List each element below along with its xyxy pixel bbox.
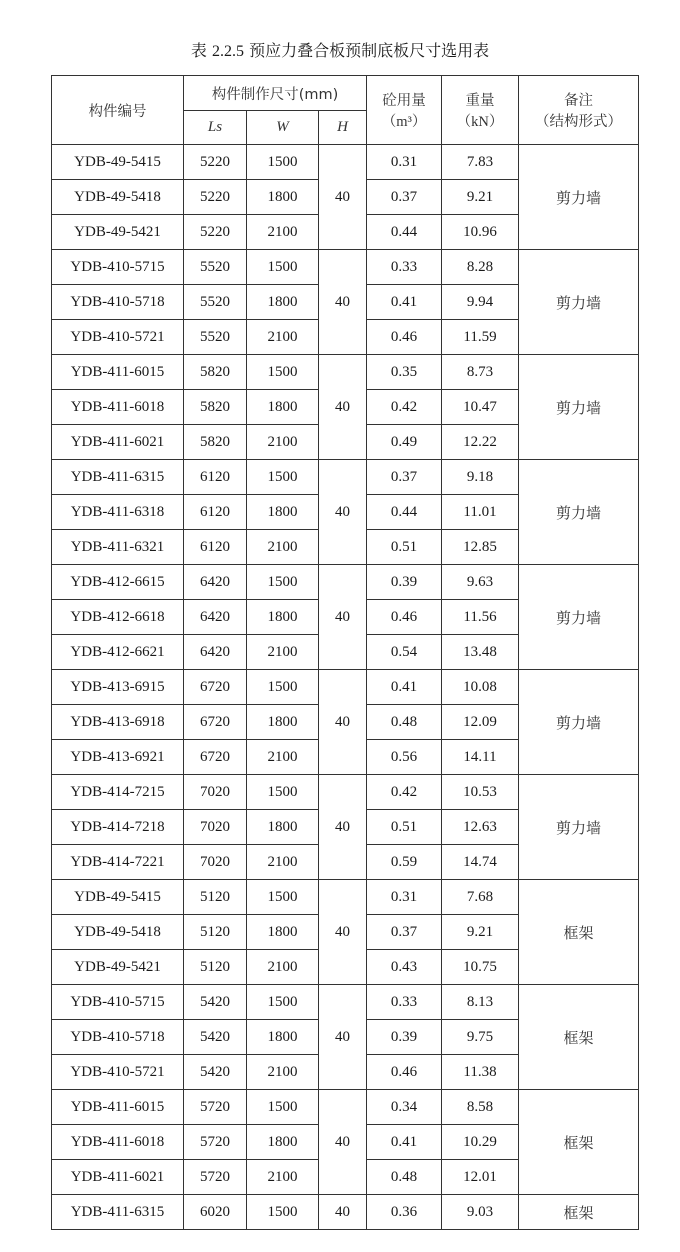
cell-h: 40 (319, 460, 367, 565)
cell-concrete: 0.31 (367, 145, 442, 180)
table-title (0, 38, 680, 61)
cell-w: 2100 (247, 1055, 319, 1090)
cell-w: 1500 (247, 355, 319, 390)
cell-h: 40 (319, 1090, 367, 1195)
cell-code: YDB-414-7221 (52, 845, 184, 880)
cell-weight: 9.75 (442, 1020, 519, 1055)
cell-weight: 14.11 (442, 740, 519, 775)
cell-concrete: 0.49 (367, 425, 442, 460)
cell-w: 1800 (247, 915, 319, 950)
cell-concrete: 0.46 (367, 600, 442, 635)
cell-ls: 5820 (184, 390, 247, 425)
title-label: 表 (190, 41, 207, 60)
header-code: 构件编号 (52, 76, 184, 145)
cell-ls: 5120 (184, 915, 247, 950)
cell-code: YDB-49-5421 (52, 215, 184, 250)
cell-ls: 6420 (184, 565, 247, 600)
cell-w: 1500 (247, 460, 319, 495)
cell-code: YDB-49-5415 (52, 880, 184, 915)
cell-w: 1500 (247, 985, 319, 1020)
cell-note: 剪力墙 (519, 145, 639, 250)
cell-note: 剪力墙 (519, 775, 639, 880)
cell-concrete: 0.48 (367, 705, 442, 740)
header-h: H (319, 111, 367, 145)
cell-w: 2100 (247, 425, 319, 460)
cell-h: 40 (319, 355, 367, 460)
cell-ls: 5820 (184, 425, 247, 460)
cell-note: 框架 (519, 1195, 639, 1230)
cell-ls: 5420 (184, 1020, 247, 1055)
cell-code: YDB-411-6015 (52, 1090, 184, 1125)
cell-w: 1500 (247, 880, 319, 915)
cell-w: 1800 (247, 180, 319, 215)
header-dims-group: 构件制作尺寸(mm) (184, 76, 367, 111)
cell-code: YDB-411-6315 (52, 1195, 184, 1230)
cell-concrete: 0.36 (367, 1195, 442, 1230)
cell-code: YDB-411-6315 (52, 460, 184, 495)
cell-code: YDB-49-5415 (52, 145, 184, 180)
cell-weight: 13.48 (442, 635, 519, 670)
cell-w: 1800 (247, 285, 319, 320)
cell-weight: 9.03 (442, 1195, 519, 1230)
cell-ls: 6120 (184, 530, 247, 565)
cell-w: 2100 (247, 845, 319, 880)
cell-code: YDB-414-7218 (52, 810, 184, 845)
cell-code: YDB-410-5718 (52, 285, 184, 320)
cell-w: 1500 (247, 565, 319, 600)
table-row (52, 1090, 639, 1125)
cell-code: YDB-413-6915 (52, 670, 184, 705)
cell-w: 2100 (247, 320, 319, 355)
cell-concrete: 0.35 (367, 355, 442, 390)
cell-concrete: 0.42 (367, 775, 442, 810)
cell-weight: 10.29 (442, 1125, 519, 1160)
table-row (52, 460, 639, 495)
cell-w: 1800 (247, 600, 319, 635)
cell-concrete: 0.43 (367, 950, 442, 985)
cell-weight: 8.73 (442, 355, 519, 390)
table-row (52, 145, 639, 180)
cell-weight: 8.13 (442, 985, 519, 1020)
cell-ls: 5220 (184, 215, 247, 250)
cell-code: YDB-410-5718 (52, 1020, 184, 1055)
cell-note: 框架 (519, 880, 639, 985)
cell-w: 2100 (247, 950, 319, 985)
cell-weight: 11.59 (442, 320, 519, 355)
cell-w: 1500 (247, 670, 319, 705)
cell-weight: 7.68 (442, 880, 519, 915)
cell-ls: 5720 (184, 1125, 247, 1160)
cell-concrete: 0.41 (367, 1125, 442, 1160)
cell-code: YDB-411-6015 (52, 355, 184, 390)
cell-weight: 8.58 (442, 1090, 519, 1125)
cell-ls: 5420 (184, 985, 247, 1020)
cell-w: 1800 (247, 705, 319, 740)
cell-concrete: 0.33 (367, 250, 442, 285)
cell-w: 1800 (247, 390, 319, 425)
cell-ls: 5520 (184, 250, 247, 285)
cell-ls: 7020 (184, 810, 247, 845)
cell-ls: 5420 (184, 1055, 247, 1090)
cell-concrete: 0.34 (367, 1090, 442, 1125)
cell-concrete: 0.56 (367, 740, 442, 775)
cell-code: YDB-411-6318 (52, 495, 184, 530)
header-w: W (247, 111, 319, 145)
cell-ls: 5720 (184, 1160, 247, 1195)
cell-weight: 12.63 (442, 810, 519, 845)
cell-code: YDB-410-5721 (52, 1055, 184, 1090)
cell-concrete: 0.54 (367, 635, 442, 670)
cell-concrete: 0.37 (367, 915, 442, 950)
cell-h: 40 (319, 565, 367, 670)
cell-concrete: 0.48 (367, 1160, 442, 1195)
cell-ls: 6020 (184, 1195, 247, 1230)
cell-code: YDB-411-6018 (52, 390, 184, 425)
cell-code: YDB-411-6321 (52, 530, 184, 565)
cell-concrete: 0.37 (367, 460, 442, 495)
cell-w: 1500 (247, 250, 319, 285)
cell-w: 2100 (247, 215, 319, 250)
cell-ls: 5220 (184, 145, 247, 180)
cell-concrete: 0.51 (367, 810, 442, 845)
cell-ls: 5720 (184, 1090, 247, 1125)
cell-concrete: 0.31 (367, 880, 442, 915)
cell-weight: 14.74 (442, 845, 519, 880)
cell-weight: 12.01 (442, 1160, 519, 1195)
table-body (52, 145, 639, 1230)
cell-code: YDB-412-6621 (52, 635, 184, 670)
cell-w: 2100 (247, 1160, 319, 1195)
cell-w: 1500 (247, 1090, 319, 1125)
cell-note: 剪力墙 (519, 670, 639, 775)
header-note: 备注 （结构形式） (519, 76, 639, 145)
cell-code: YDB-49-5418 (52, 180, 184, 215)
cell-weight: 9.21 (442, 915, 519, 950)
table-row (52, 670, 639, 705)
cell-ls: 6420 (184, 600, 247, 635)
cell-w: 1800 (247, 495, 319, 530)
cell-h: 40 (319, 250, 367, 355)
cell-concrete: 0.59 (367, 845, 442, 880)
table-row (52, 355, 639, 390)
cell-concrete: 0.39 (367, 1020, 442, 1055)
cell-concrete: 0.39 (367, 565, 442, 600)
cell-weight: 10.53 (442, 775, 519, 810)
cell-w: 2100 (247, 530, 319, 565)
cell-concrete: 0.42 (367, 390, 442, 425)
cell-ls: 7020 (184, 845, 247, 880)
cell-concrete: 0.33 (367, 985, 442, 1020)
cell-weight: 8.28 (442, 250, 519, 285)
cell-concrete: 0.44 (367, 495, 442, 530)
header-concrete: 砼用量 （m³） (367, 76, 442, 145)
cell-concrete: 0.41 (367, 285, 442, 320)
cell-ls: 5120 (184, 950, 247, 985)
cell-weight: 11.38 (442, 1055, 519, 1090)
cell-ls: 7020 (184, 775, 247, 810)
cell-weight: 12.85 (442, 530, 519, 565)
cell-concrete: 0.46 (367, 1055, 442, 1090)
cell-weight: 10.96 (442, 215, 519, 250)
cell-h: 40 (319, 775, 367, 880)
cell-note: 剪力墙 (519, 250, 639, 355)
cell-code: YDB-411-6021 (52, 425, 184, 460)
cell-ls: 6120 (184, 495, 247, 530)
cell-note: 剪力墙 (519, 565, 639, 670)
title-text: 预应力叠合板预制底板尺寸选用表 (249, 41, 490, 60)
cell-concrete: 0.46 (367, 320, 442, 355)
cell-note: 剪力墙 (519, 355, 639, 460)
cell-ls: 5820 (184, 355, 247, 390)
cell-note: 框架 (519, 1090, 639, 1195)
table-row (52, 565, 639, 600)
cell-weight: 9.21 (442, 180, 519, 215)
cell-ls: 6120 (184, 460, 247, 495)
cell-h: 40 (319, 985, 367, 1090)
cell-concrete: 0.44 (367, 215, 442, 250)
cell-concrete: 0.37 (367, 180, 442, 215)
cell-weight: 7.83 (442, 145, 519, 180)
cell-note: 框架 (519, 985, 639, 1090)
cell-weight: 12.22 (442, 425, 519, 460)
cell-code: YDB-410-5721 (52, 320, 184, 355)
cell-code: YDB-411-6018 (52, 1125, 184, 1160)
cell-code: YDB-414-7215 (52, 775, 184, 810)
cell-w: 1800 (247, 1125, 319, 1160)
cell-w: 1800 (247, 1020, 319, 1055)
cell-w: 1800 (247, 810, 319, 845)
table-row (52, 1195, 639, 1230)
cell-h: 40 (319, 1195, 367, 1230)
cell-code: YDB-413-6921 (52, 740, 184, 775)
cell-w: 1500 (247, 145, 319, 180)
cell-note: 剪力墙 (519, 460, 639, 565)
cell-w: 1500 (247, 1195, 319, 1230)
cell-ls: 6720 (184, 740, 247, 775)
table-row (52, 775, 639, 810)
cell-ls: 6720 (184, 705, 247, 740)
cell-code: YDB-412-6618 (52, 600, 184, 635)
cell-h: 40 (319, 145, 367, 250)
cell-code: YDB-49-5421 (52, 950, 184, 985)
cell-ls: 6420 (184, 635, 247, 670)
cell-weight: 11.56 (442, 600, 519, 635)
header-weight: 重量 （kN） (442, 76, 519, 145)
cell-ls: 5520 (184, 320, 247, 355)
cell-code: YDB-411-6021 (52, 1160, 184, 1195)
cell-weight: 10.75 (442, 950, 519, 985)
cell-ls: 5220 (184, 180, 247, 215)
cell-h: 40 (319, 670, 367, 775)
cell-code: YDB-410-5715 (52, 985, 184, 1020)
cell-weight: 9.18 (442, 460, 519, 495)
title-number: 2.2.5 (212, 43, 244, 60)
cell-w: 2100 (247, 740, 319, 775)
cell-w: 2100 (247, 635, 319, 670)
cell-concrete: 0.51 (367, 530, 442, 565)
cell-weight: 9.63 (442, 565, 519, 600)
cell-weight: 9.94 (442, 285, 519, 320)
cell-concrete: 0.41 (367, 670, 442, 705)
cell-weight: 10.47 (442, 390, 519, 425)
cell-ls: 5120 (184, 880, 247, 915)
cell-w: 1500 (247, 775, 319, 810)
header-ls: Ls (184, 111, 247, 145)
slab-selection-table (51, 75, 639, 1230)
cell-weight: 10.08 (442, 670, 519, 705)
cell-ls: 5520 (184, 285, 247, 320)
cell-code: YDB-49-5418 (52, 915, 184, 950)
cell-code: YDB-413-6918 (52, 705, 184, 740)
cell-ls: 6720 (184, 670, 247, 705)
table-row (52, 880, 639, 915)
cell-weight: 11.01 (442, 495, 519, 530)
cell-h: 40 (319, 880, 367, 985)
cell-code: YDB-410-5715 (52, 250, 184, 285)
table-row (52, 250, 639, 285)
cell-weight: 12.09 (442, 705, 519, 740)
table-row (52, 985, 639, 1020)
cell-code: YDB-412-6615 (52, 565, 184, 600)
